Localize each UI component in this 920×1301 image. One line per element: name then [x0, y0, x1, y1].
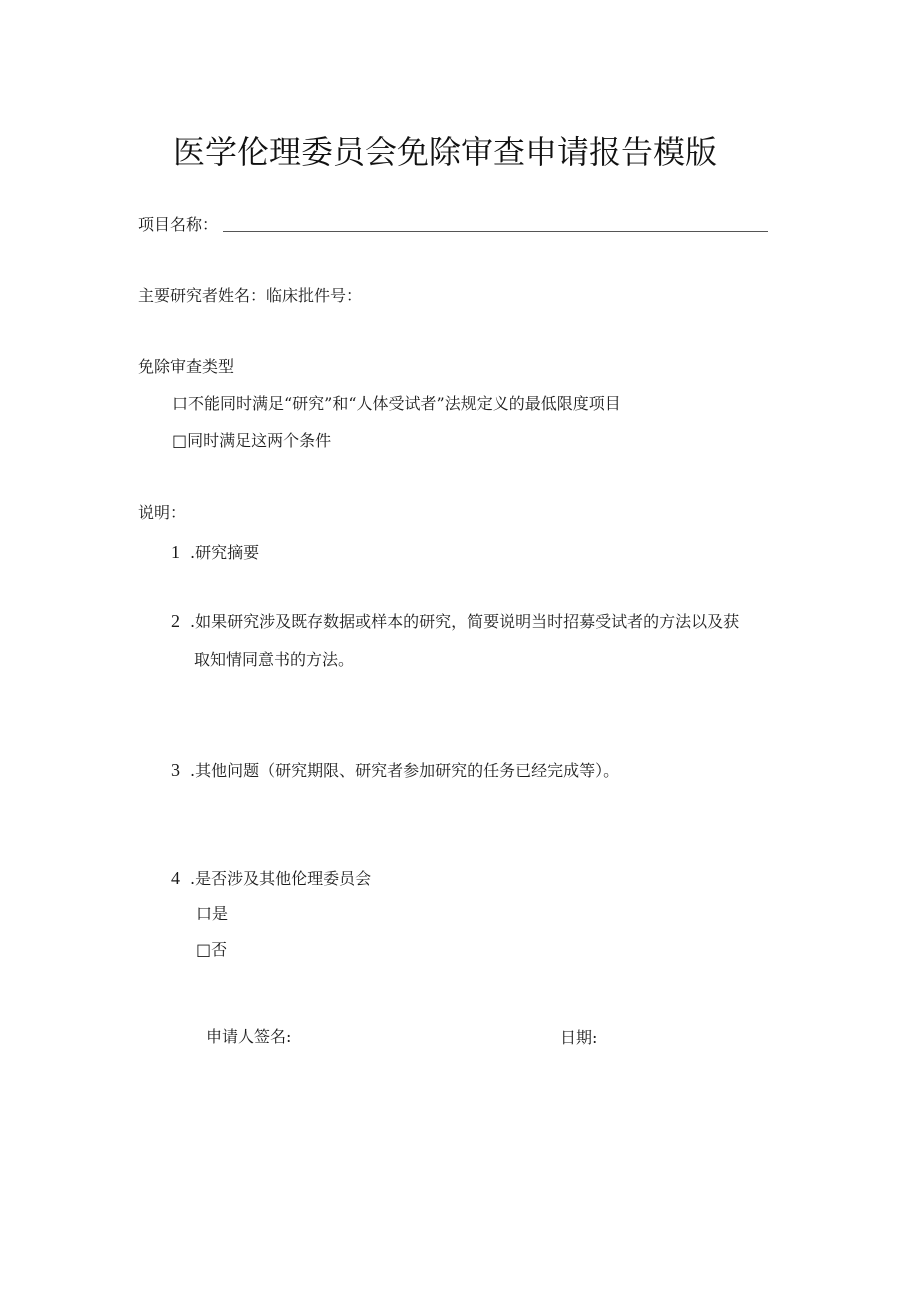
exemption-option-2[interactable]: □同时满足这两个条件: [172, 431, 332, 450]
item-4-text: .是否涉及其他伦理委员会: [190, 869, 372, 888]
item-3-number: 3: [171, 760, 180, 780]
item-1-text: .研究摘要: [190, 543, 260, 562]
project-name-label: 项目名称：: [138, 215, 219, 234]
item-2-text: .如果研究涉及既存数据或样本的研究，简要说明当时招募受试者的方法以及获: [190, 612, 740, 631]
item-4-number: 4: [171, 868, 180, 888]
investigator-line: 主要研究者姓名：临床批件号：: [138, 286, 363, 305]
explanation-heading: 说明：: [138, 503, 187, 522]
item-1-number: 1: [171, 542, 180, 562]
item-3-text: .其他问题（研究期限、研究者参加研究的任务已经完成等）。: [190, 761, 620, 780]
item-2-number: 2: [171, 611, 180, 631]
exemption-type-heading: 免除审查类型: [138, 357, 235, 376]
date-label: 日期:: [560, 1028, 598, 1047]
page-title: 医学伦理委员会免除审查申请报告模版: [172, 133, 717, 171]
item-2-text-continued: 取知情同意书的方法。: [194, 650, 355, 669]
signature-label: 申请人签名:: [206, 1027, 292, 1046]
yes-option[interactable]: 口是: [196, 904, 229, 923]
project-name-field-line[interactable]: [223, 231, 768, 232]
no-option[interactable]: □否: [196, 940, 228, 959]
exemption-option-1[interactable]: 口不能同时满足“研究”和“人体受试者”法规定义的最低限度项目: [172, 394, 621, 413]
